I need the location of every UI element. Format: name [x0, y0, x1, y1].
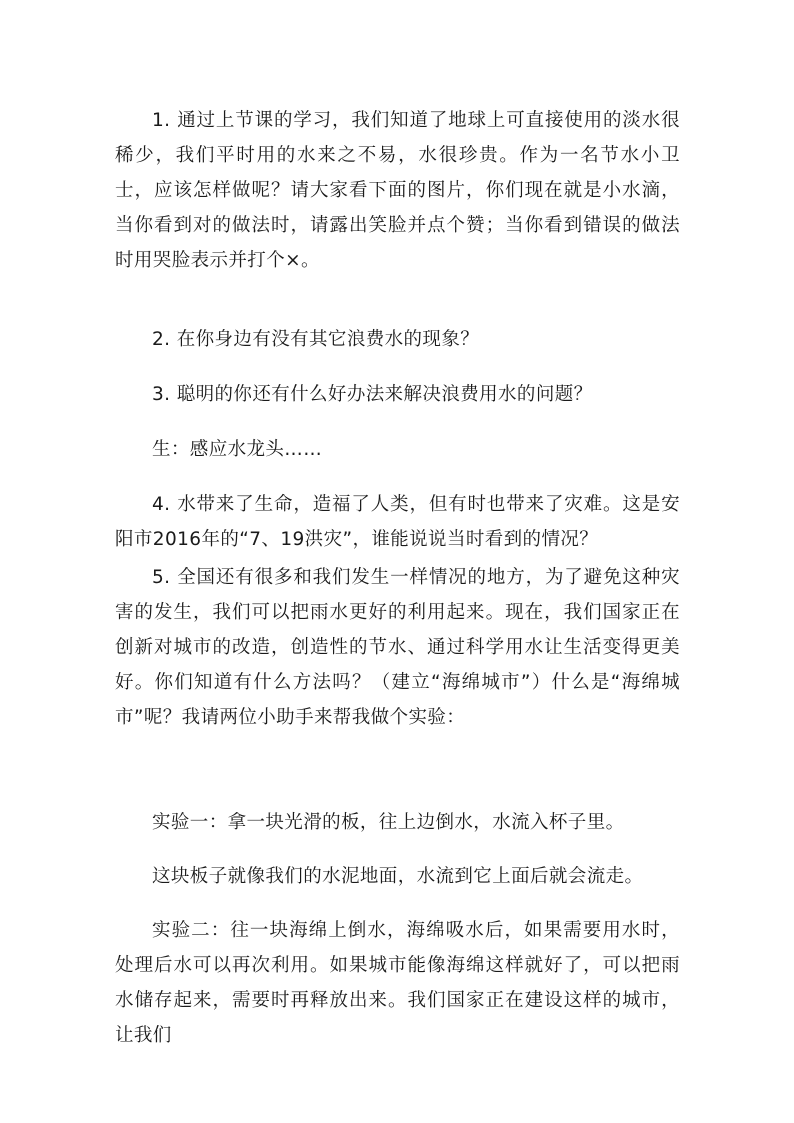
paragraph-5: 5. 全国还有很多和我们发生一样情况的地方，为了避免这种灾害的发生，我们可以把雨水更好的利用起来。现在，我们国家正在创新对城市的改造，创造性的节水、通过科学用水让生活变得更美好。你们知道有什么方法吗？（建立“海绵城市”）什么是“海绵城市”呢？我请两位小助手来帮我做个实验：: [115, 567, 680, 728]
paragraph-3: 3. 聪明的你还有什么好办法来解决浪费用水的问题？: [152, 384, 593, 405]
paragraph-experiment-1: 实验一：拿一块光滑的板，往上边倒水，水流入杯子里。: [152, 812, 625, 833]
paragraph-4: 4. 水带来了生命，造福了人类，但有时也带来了灾难。这是安阳市2016年的“7、19洪灾”，谁能说说当时看到的情况？: [115, 494, 680, 550]
paragraph-experiment-1-explanation: 这块板子就像我们的水泥地面，水流到它上面后就会流走。: [152, 866, 644, 887]
paragraph-1: 1. 通过上节课的学习，我们知道了地球上可直接使用的淡水很稀少，我们平时用的水来之不易，水很珍贵。作为一名节水小卫士，应该怎样做呢？请大家看下面的图片，你们现在就是小水滴，当你看到对的做法时，请露出笑脸并点个赞；当你看到错误的做法时用哭脸表示并打个×。: [115, 110, 680, 271]
paragraph-2: 2. 在你身边有没有其它浪费水的现象？: [152, 329, 480, 350]
paragraph-student-answer: 生：感应水龙头……: [152, 439, 323, 460]
paragraph-experiment-2: 实验二：往一块海绵上倒水，海绵吸水后，如果需要用水时，处理后水可以再次利用。如果城市能像海绵这样就好了，可以把雨水储存起来，需要时再释放出来。我们国家正在建设这样的城市，让我们: [115, 920, 680, 1046]
